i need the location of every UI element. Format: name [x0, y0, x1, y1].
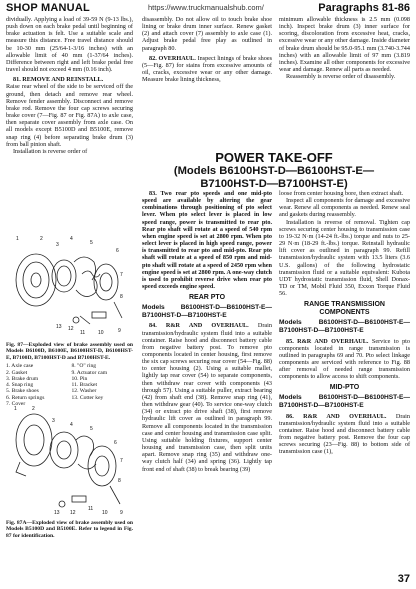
column-left — [6, 16, 133, 155]
paragraph-heading: 86. R&R AND OVERHAUL. — [286, 412, 387, 420]
svg-text:3: 3 — [52, 418, 55, 424]
figure-87a-diagram — [10, 400, 128, 518]
svg-text:13: 13 — [56, 324, 62, 330]
column-right-top — [279, 16, 410, 80]
paragraph-text: minimum allowable thickness is 2.5 mm (0.098 inch). Inspect brake drum (3) inner surface for scoring, discoloration from excessive heat, cracks, excessive wear or any other damage. Inside diameter of brake drum should be 95.0-95.1 mm (3.740-3.744 inches) with an allowable limit of 97 mm (3.819 inches). Examine all other components for excessive wear and damage. Renew all parts as needed. — [279, 16, 410, 74]
subsection-heading: REAR PTO — [188, 294, 226, 302]
figure-87a-caption-block — [6, 520, 133, 539]
paragraph-text: Drain transmission/hydraulic system fluid into a suitable container. Raise hood and disconnect battery cable from negative battery post. To remove pto components located in center housing, first remove the six cap screws securing rear cover (54—Fig. 88) to center housing (2). Using a suitable mallet, lightly tap rear cover (54) to separate components, then withdraw rear cover with components (43 through 57). Using a suitable puller, extract bearing (42) from shaft end (38). Remove snap ring (41), then withdraw gear (40). To service one-way clutch (34) or extract pto drive shaft (38), first remove hydraulic lift cover as outlined in paragraph 99. Remove all components located in the transmission case and center housing and transmission case split. Using suitable holding fixtures, support center housing and transmission case, then split units apart. Remove snap ring (35) and withdraw one-way clutch half (34) and spring (36). Lightly tap front end of shaft (38) to break bearing (39) — [142, 322, 272, 473]
paragraph-heading: 85. R&R AND OVERHAUL. — [286, 337, 369, 345]
page-number: 37 — [397, 573, 410, 585]
paragraph-range: Paragraphs 81-86 — [318, 2, 410, 14]
column-middle-top — [142, 16, 272, 83]
svg-text:3: 3 — [56, 242, 59, 248]
column-right-bottom — [279, 190, 410, 456]
legend-item: 10. Pin — [71, 375, 88, 382]
svg-text:11: 11 — [88, 506, 94, 512]
legend-item: 11. Bracket — [71, 382, 98, 389]
svg-text:12: 12 — [68, 326, 74, 332]
legend-item: 9. Actuator cam — [71, 369, 108, 376]
figure-caption: Fig. 87—Exploded view of brake assembly used on Models B6100D, B6100E, B6100HST-D, B6100HST-E, B7100D, B7100HST-D and B7100HST-E. — [6, 342, 133, 361]
svg-text:9: 9 — [118, 328, 121, 334]
svg-text:12: 12 — [70, 510, 76, 516]
paragraph-heading: 84. R&R AND OVERHAUL. — [149, 322, 249, 330]
figure-87-caption-block — [6, 342, 133, 407]
svg-text:4: 4 — [70, 236, 73, 242]
chapter-title-line: B7100HST-D—B7100HST-E) — [200, 177, 348, 190]
legend-item: 3. Brake drum — [6, 375, 39, 382]
paragraph-text: Installation is reverse of removal. Tighten cap screws securing center housing to transmission case to 19-32 N·m (14-24 ft.-lbs.) torque and nuts to 25-29 N·m (18-29 ft.-lbs.) torque. Reinstall hydraulic lift cover as outlined in paragraph 99. Refill transmission/hydraulic system with 13.5 liters (3.6 U.S. gallons) of the following hydrostatic transmission fluid or a suitable equivalent: Kubota UDT hydrostatic transmission fluid, Shell Donax-TD or TM, Mobil Fluid 350, Exxon Torque Fluid 56. — [279, 218, 410, 298]
legend-item: 4. Snap ring — [6, 382, 34, 389]
source-url[interactable]: https://www.truckmanualshub.com/ — [148, 3, 264, 12]
svg-text:2: 2 — [40, 236, 43, 242]
svg-text:5: 5 — [90, 426, 93, 432]
section-title: SHOP MANUAL — [6, 2, 90, 14]
paragraph-text: disassembly. Do not allow oil to touch brake shoe lining or brake drum inner surface. Renew gasket (2) and attach cover (7) assembly to axle case (1). Adjust brake pedal free play as outlined in paragraph 80. — [142, 16, 272, 52]
svg-text:2: 2 — [32, 406, 35, 412]
figure-87-diagram — [10, 232, 128, 338]
paragraph-text: Drain transmission/hydraulic system fluid into a suitable container. Raise hood and disconnect battery cable from negative battery post. Remove the four cap screws securing (23—Fig. 88) to bottom side of transmission case (1), — [279, 412, 410, 456]
paragraph-text: Reassembly is reverse order of disassembly. — [286, 73, 396, 81]
legend-item: 6. Return springs — [6, 394, 45, 401]
legend-item: 7. Cover — [6, 401, 26, 407]
paragraph-text: dividually. Applying a load of 39-59 N (9-13 lbs.), push down on each brake pedal until beginning of brake actuation is felt. Use a suitable scale and measure this distance. Free travel distance should be 10-30 mm (25/64-1-3/16 inches) with an allowable limit of 40 mm (1-37/64 inches). Difference between right and left brake pedal free travel should not exceed 4 mm (0.16 inch). — [6, 16, 133, 74]
svg-text:10: 10 — [102, 510, 108, 516]
chapter-title-line: POWER TAKE-OFF — [215, 150, 333, 165]
svg-text:6: 6 — [116, 248, 119, 254]
svg-text:8: 8 — [118, 478, 121, 484]
models-heading: Models B6100HST-D—B6100HST-E—B7100HST-D—B7100HST-E — [142, 304, 272, 319]
paragraph-text: Raise rear wheel of the side to be serviced off the ground, then detach and remove rear wheel. Remove fender assembly. Disconnect and remove brake rod. Remove the four cap screws securing brake cover (7—Fig. 87 or Fig. 87A) to axle case, then separate cover assembly from axle case. On all models except B5100D and B5100E, remove snap ring (4) before separating brake drum (3) from ball pinion shaft. — [6, 83, 133, 148]
models-heading: Models B6100HST-D—B6100HST-E—B7100HST-D—B7100HST-E — [279, 394, 410, 410]
svg-text:10: 10 — [98, 330, 104, 336]
paragraph-text: 83. Two rear pto speeds and one mid-pto speed are available by altering the gear combinations through positioning of pto select lever. When pto select lever is placed in low speed range, power is transmitted to rear pto. Rear pto shaft will rotate at a speed of 540 rpm when engine speed is set at 2800 rpm. When pto select lever is placed in high speed range, power is transmitted to rear pto and mid-pto. Rear pto shaft will rotate at a speed of 850 rpm and mid-pto shaft will rotate at a speed of 2450 rpm when engine speed is set at 2800 rpm. A one-way clutch is used to prohibit reverse drive when rear pto speed exceeds engine speed. — [142, 190, 272, 291]
paragraph-text: Inspect all components for damage and excessive wear. Renew all components as needed. Renew seal and gaskets during reassembly. — [279, 197, 410, 219]
models-heading: Models B6100HST-D—B6100HST-E—B7100HST-D—B7100HST-E — [279, 319, 410, 334]
paragraph-text: Service to pto components located in range transmission is outlined in paragraphs 69 and 70. Pto select linkage components are serviced with reference to Fig. 88 after removal of needed range transmission components to allow access to shift components. — [279, 337, 410, 381]
legend-item: 8. "O" ring — [71, 363, 97, 370]
svg-text:11: 11 — [80, 330, 86, 336]
svg-text:8: 8 — [120, 294, 123, 300]
svg-text:9: 9 — [120, 510, 123, 516]
paragraph-heading: 82. OVERHAUL. — [149, 54, 196, 62]
figure-caption: Fig. 87A—Exploded view of brake assembly used on Models B5100D and B5100E. Refer to legend in Fig. 87 for identification. — [6, 520, 133, 539]
chapter-title-line: (Models B6100HST-D—B6100HST-E— — [173, 165, 375, 177]
paragraph-text: Inspect linings of brake shoes (5—Fig. 87) for stains from excessive amounts of oil, cracks, excessive wear or any other damage. Measure brake lining thickness, — [142, 54, 272, 84]
legend-item: 5. Brake shoes — [6, 388, 39, 395]
svg-text:1: 1 — [14, 406, 17, 412]
subsection-heading: RANGE TRANSMISSION COMPONENTS — [304, 301, 385, 317]
paragraph-text: Installation is reverse order of — [13, 147, 88, 155]
svg-text:4: 4 — [70, 422, 73, 428]
subsection-heading: MID-PTO — [329, 384, 360, 392]
svg-text:7: 7 — [120, 272, 123, 278]
legend-item: 1. Axle case — [6, 363, 34, 370]
svg-text:13: 13 — [54, 510, 60, 516]
svg-text:1: 1 — [16, 236, 19, 242]
paragraph-heading: 81. REMOVE AND REINSTALL. — [13, 76, 104, 84]
legend-item: 13. Cotter key — [71, 394, 104, 401]
legend-item: 2. Gasket — [6, 369, 28, 376]
svg-text:5: 5 — [90, 240, 93, 246]
legend-item: 12. Washer — [71, 388, 97, 395]
svg-text:6: 6 — [114, 440, 117, 446]
paragraph-text: loose from center housing bore, then extract shaft. — [279, 190, 404, 197]
svg-text:7: 7 — [120, 458, 123, 464]
column-middle-bottom — [142, 190, 272, 473]
chapter-title — [132, 151, 416, 191]
